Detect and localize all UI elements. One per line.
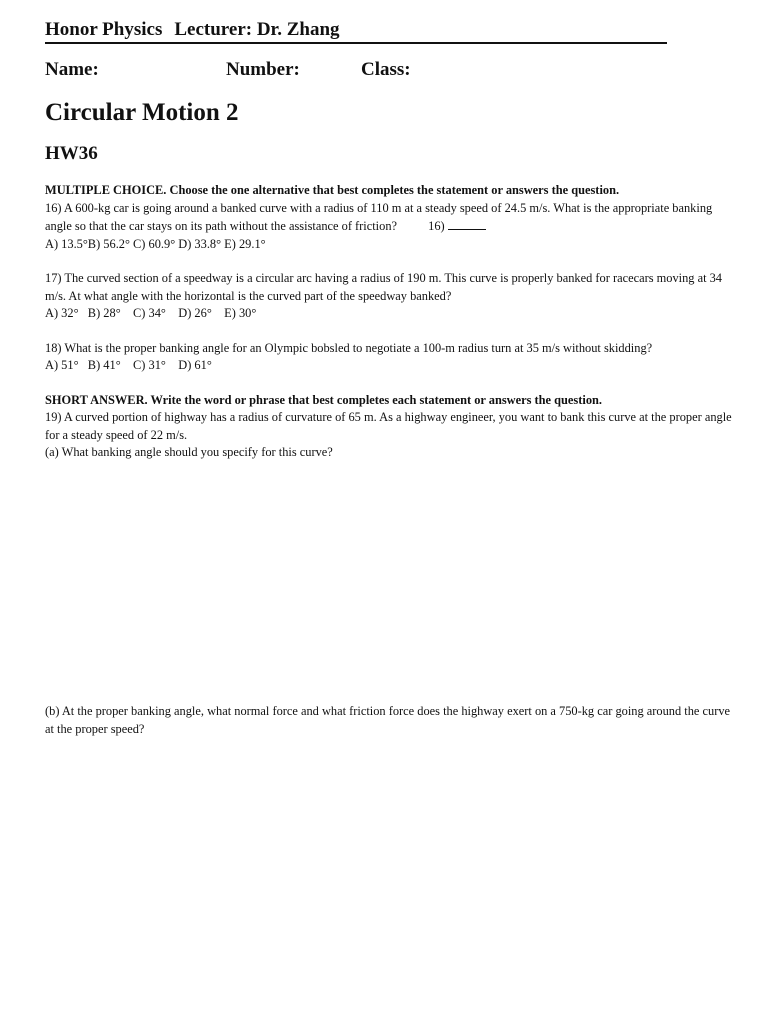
course-header — [45, 18, 667, 44]
multiple-choice-section — [45, 182, 735, 375]
short-answer-section — [45, 392, 735, 462]
course-name: Honor Physics — [45, 19, 163, 40]
question-16-answer-label: 16) — [428, 219, 445, 233]
student-info-row — [45, 58, 735, 82]
name-label: Name: — [45, 59, 99, 80]
question-19-part-a: (a) What banking angle should you specify for this curve? — [45, 445, 333, 459]
lecturer-name: Lecturer: Dr. Zhang — [174, 19, 340, 40]
question-19-part-b: (b) At the proper banking angle, what normal force and what friction force does the highway exert on a 750-kg car going around the curve at the proper speed? — [45, 704, 731, 736]
question-17-choices: A) 32° B) 28° C) 34° D) 26° E) 30° — [45, 306, 257, 320]
class-label: Class: — [361, 59, 411, 80]
worksheet-page — [45, 18, 735, 462]
question-16 — [45, 200, 735, 236]
page-title: Circular Motion 2 — [45, 99, 239, 126]
question-16-answer-blank[interactable] — [448, 217, 486, 230]
question-18: 18) What is the proper banking angle for an Olympic bobsled to negotiate a 100-m radius turn at 35 m/s without skidding? — [45, 340, 653, 355]
question-16-text: 16) A 600-kg car is going around a banked curve with a radius of 110 m at a steady speed of 24.5 m/s. What is the appropriate banking angle so that the car stays on its path without the assistance of friction? — [45, 200, 713, 233]
question-18-choices: A) 51° B) 41° C) 31° D) 61° — [45, 358, 212, 372]
question-16-choices: A) 13.5°B) 56.2° C) 60.9° D) 33.8° E) 29.1° — [45, 236, 266, 251]
assignment-id: HW36 — [45, 143, 98, 164]
number-label: Number: — [226, 59, 300, 80]
question-17: 17) The curved section of a speedway is a circular arc having a radius of 190 m. This curve is properly banked for racecars moving at 34 m/s. At what angle with the horizontal is the curved part of the speedway banked? — [45, 271, 723, 303]
question-19: 19) A curved portion of highway has a radius of curvature of 65 m. As a highway engineer, you want to bank this curve at the proper angle for a steady speed of 22 m/s. — [45, 410, 732, 442]
multiple-choice-heading: MULTIPLE CHOICE. Choose the one alternative that best completes the statement or answers the question. — [45, 183, 620, 197]
short-answer-heading: SHORT ANSWER. Write the word or phrase that best completes each statement or answers the question. — [45, 392, 603, 407]
